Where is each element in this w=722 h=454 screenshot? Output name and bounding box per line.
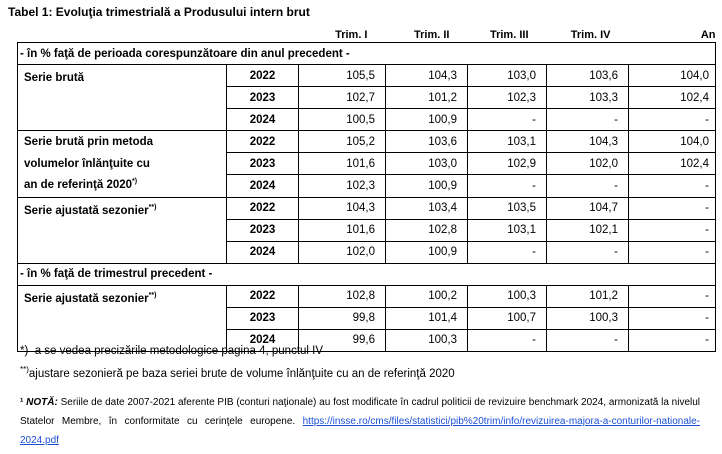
- value-cell: 102,4: [629, 87, 716, 109]
- value-cell: 102,9: [468, 153, 547, 175]
- value-cell: 101,4: [386, 307, 468, 329]
- year-cell: 2024: [227, 329, 299, 351]
- value-cell: 103,0: [468, 65, 547, 87]
- value-cell: -: [468, 329, 547, 351]
- value-cell: 102,3: [468, 87, 547, 109]
- table-row: [18, 285, 716, 307]
- col-header-year: An: [629, 29, 716, 43]
- value-cell: 100,3: [386, 329, 468, 351]
- table-row: [18, 65, 716, 87]
- value-cell: -: [468, 109, 547, 131]
- value-cell: 104,0: [629, 131, 716, 153]
- col-header-q4: Trim. IV: [547, 29, 629, 43]
- value-cell: 104,3: [299, 197, 386, 219]
- value-cell: 99,8: [299, 307, 386, 329]
- footnote-1: [20, 345, 323, 357]
- value-cell: 101,6: [299, 219, 386, 241]
- header-blank: [18, 29, 227, 43]
- value-cell: 100,2: [386, 285, 468, 307]
- value-cell: 103,4: [386, 197, 468, 219]
- value-cell: 99,6: [299, 329, 386, 351]
- value-cell: 100,9: [386, 241, 468, 263]
- value-cell: -: [629, 175, 716, 197]
- year-cell: 2023: [227, 307, 299, 329]
- year-cell: 2024: [227, 241, 299, 263]
- row-label: Serie brută prin metoda volumelor înlănţuite cu an de referinţă 2020*): [18, 131, 227, 198]
- revision-note: [20, 393, 700, 450]
- value-cell: -: [629, 109, 716, 131]
- value-cell: 104,0: [629, 65, 716, 87]
- year-cell: 2022: [227, 197, 299, 219]
- value-cell: -: [629, 307, 716, 329]
- year-cell: 2023: [227, 87, 299, 109]
- note-mark: ¹: [20, 397, 24, 408]
- value-cell: -: [629, 329, 716, 351]
- value-cell: 102,4: [629, 153, 716, 175]
- value-cell: 102,1: [547, 219, 629, 241]
- note-text: Seriile de date 2007-2021 aferente PIB (conturi naţionale) au fost modificate în cadrul politicii de revizuire benchmark 2024, armonizată la nivelul Statelor Membre, în conformitate cu cerinţele europene.: [20, 397, 701, 427]
- row-label: Serie ajustată sezonier**): [18, 285, 227, 351]
- footnote-2-text: ajustare sezonieră pe baza seriei brute de volume înlănţuite cu an de referinţă 2020: [28, 367, 455, 380]
- value-cell: 102,0: [299, 241, 386, 263]
- value-cell: 100,3: [468, 285, 547, 307]
- value-cell: -: [468, 241, 547, 263]
- footnote-2-mark: **): [20, 365, 29, 374]
- footnote-2: [20, 365, 455, 380]
- table-row: [18, 197, 716, 219]
- value-cell: 105,5: [299, 65, 386, 87]
- value-cell: -: [629, 241, 716, 263]
- year-cell: 2022: [227, 65, 299, 87]
- value-cell: 100,3: [547, 307, 629, 329]
- table-row: [18, 131, 716, 153]
- row-label: Serie brută: [18, 65, 227, 131]
- value-cell: 102,8: [386, 219, 468, 241]
- value-cell: 103,0: [386, 153, 468, 175]
- year-cell: 2022: [227, 131, 299, 153]
- value-cell: 102,7: [299, 87, 386, 109]
- footnote-1-text: a se vedea precizările metodologice pagina 4, punctul IV: [34, 345, 324, 357]
- value-cell: -: [629, 197, 716, 219]
- year-cell: 2023: [227, 153, 299, 175]
- value-cell: 102,0: [547, 153, 629, 175]
- value-cell: 102,8: [299, 285, 386, 307]
- year-cell: 2023: [227, 219, 299, 241]
- value-cell: 103,3: [547, 87, 629, 109]
- section-row: [18, 263, 716, 285]
- header-row: [18, 29, 716, 43]
- section-yoy: - în % faţă de perioada corespunzătoare din anul precedent -: [18, 43, 716, 65]
- col-header-q2: Trim. II: [386, 29, 468, 43]
- row-label: Serie ajustată sezonier**): [18, 197, 227, 263]
- value-cell: -: [547, 329, 629, 351]
- value-cell: 103,1: [468, 219, 547, 241]
- table-title: Tabel 1: Evoluţia trimestrială a Produsului intern brut: [8, 5, 310, 19]
- value-cell: 100,9: [386, 175, 468, 197]
- year-cell: 2024: [227, 175, 299, 197]
- col-header-q3: Trim. III: [468, 29, 547, 43]
- footnote-1-mark: *): [20, 345, 29, 357]
- value-cell: 104,3: [547, 131, 629, 153]
- value-cell: -: [547, 109, 629, 131]
- col-header-q1: Trim. I: [299, 29, 386, 43]
- value-cell: 103,1: [468, 131, 547, 153]
- value-cell: 101,6: [299, 153, 386, 175]
- gdp-table: [17, 29, 716, 352]
- value-cell: 103,6: [547, 65, 629, 87]
- value-cell: 101,2: [386, 87, 468, 109]
- year-cell: 2022: [227, 285, 299, 307]
- note-link[interactable]: https://insse.ro/cms/files/statistici/pib%20trim/info/revizuirea-majora-a-conturilor-nationale-2024.pdf: [20, 416, 700, 446]
- value-cell: 100,7: [468, 307, 547, 329]
- value-cell: -: [629, 219, 716, 241]
- value-cell: 101,2: [547, 285, 629, 307]
- header-year-blank: [227, 29, 299, 43]
- year-cell: 2024: [227, 109, 299, 131]
- value-cell: -: [547, 241, 629, 263]
- section-row: [18, 43, 716, 65]
- section-qoq: - în % faţă de trimestrul precedent -: [18, 263, 716, 285]
- note-label: NOTĂ:: [26, 397, 58, 408]
- value-cell: 103,6: [386, 131, 468, 153]
- value-cell: 105,2: [299, 131, 386, 153]
- value-cell: -: [629, 285, 716, 307]
- value-cell: 100,5: [299, 109, 386, 131]
- value-cell: 104,3: [386, 65, 468, 87]
- value-cell: 102,3: [299, 175, 386, 197]
- value-cell: -: [468, 175, 547, 197]
- value-cell: 104,7: [547, 197, 629, 219]
- value-cell: -: [547, 175, 629, 197]
- value-cell: 103,5: [468, 197, 547, 219]
- value-cell: 100,9: [386, 109, 468, 131]
